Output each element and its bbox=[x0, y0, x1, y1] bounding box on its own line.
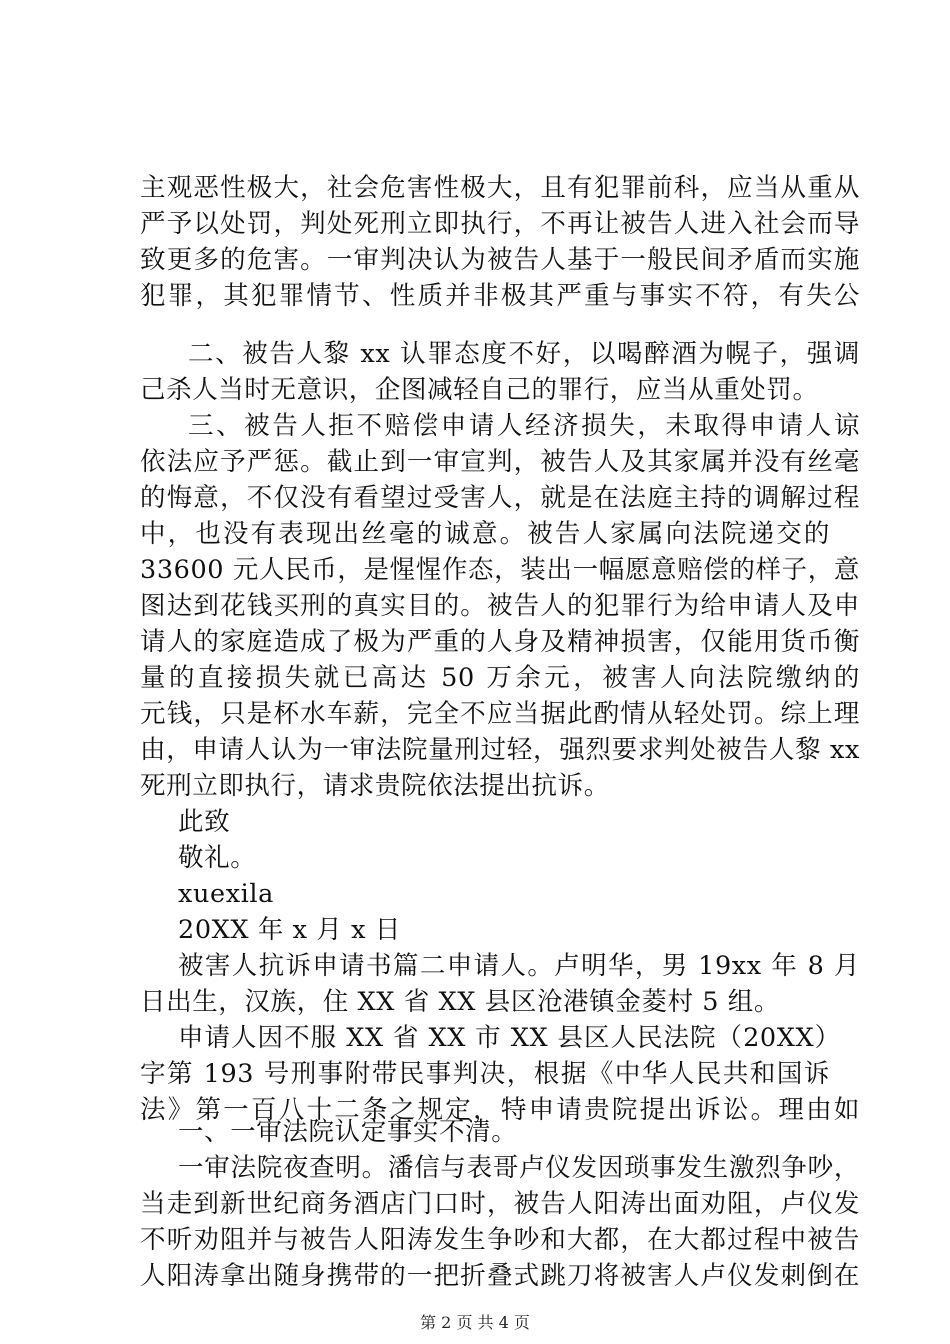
text-line: 己杀人当时无意识，企图减轻自己的罪行，应当从重处罚。 bbox=[140, 375, 819, 405]
text-line: 犯罪，其犯罪情节、性质并非极其严重与事实不符，有失公 bbox=[140, 281, 860, 311]
signature-name: xuexila bbox=[178, 879, 274, 909]
text-line: 人阳涛拿出随身携带的一把折叠式跳刀将被害人卢仪发刺倒在 bbox=[140, 1261, 860, 1291]
text-line: 法》第一百八十二条之规定，特申请贵院提出诉讼。理由如 bbox=[140, 1095, 860, 1125]
text-line: 主观恶性极大，社会危害性极大，且有犯罪前科，应当从重从 bbox=[140, 173, 860, 203]
text-line: 一审法院夜查明。潘信与表哥卢仪发因琐事发生激烈争吵， bbox=[178, 1153, 860, 1183]
text-line: 中，也没有表现出丝毫的诚意。被告人家属向法院递交的 bbox=[140, 519, 830, 549]
text-line: 量的直接损失就已高达 50 万余元，被害人向法院缴纳的 bbox=[140, 663, 860, 693]
text-line: 三、被告人拒不赔偿申请人经济损失，未取得申请人谅 bbox=[188, 411, 860, 441]
text-line: 由，申请人认为一审法院量刑过轻，强烈要求判处被告人黎 xx bbox=[140, 735, 860, 765]
text-line: 依法应予严惩。截止到一审宣判，被告人及其家属并没有丝毫 bbox=[140, 447, 860, 477]
text-line: 33600 元人民币，是惺惺作态，装出一幅愿意赔偿的样子，意 bbox=[140, 555, 860, 585]
page-footer: 第 2 页 共 4 页 bbox=[420, 1313, 530, 1332]
text-line: 字第 193 号刑事附带民事判决，根据《中华人民共和国诉 bbox=[140, 1059, 830, 1089]
section-heading: 一、一审法院认定事实不清。 bbox=[178, 1117, 518, 1147]
text-line: 被害人抗诉申请书篇二申请人。卢明华，男 19xx 年 8 月 bbox=[178, 951, 860, 981]
text-line: 请人的家庭造成了极为严重的人身及精神损害，仅能用货币衡 bbox=[140, 627, 860, 657]
text-line: 的悔意，不仅没有看望过受害人，就是在法庭主持的调解过程 bbox=[140, 483, 860, 513]
salutation: 此致 bbox=[178, 807, 231, 837]
text-line: 致更多的危害。一审判决认为被告人基于一般民间矛盾而实施 bbox=[140, 245, 860, 275]
text-line: 日出生，汉族，住 XX 省 XX 县区沧港镇金菱村 5 组。 bbox=[140, 987, 780, 1017]
date-line: 20XX 年 x 月 x 日 bbox=[178, 915, 401, 945]
text-line: 当走到新世纪商务酒店门口时，被告人阳涛出面劝阻，卢仪发 bbox=[140, 1189, 860, 1219]
text-line: 死刑立即执行，请求贵院依法提出抗诉。 bbox=[140, 771, 610, 801]
text-line: 严予以处罚，判处死刑立即执行，不再让被告人进入社会而导 bbox=[140, 209, 860, 239]
text-line: 元钱，只是杯水车薪，完全不应当据此酌情从轻处罚。综上理 bbox=[140, 699, 860, 729]
text-line: 申请人因不服 XX 省 XX 市 XX 县区人民法院（20XX） bbox=[178, 1023, 828, 1053]
text-line: 二、被告人黎 xx 认罪态度不好，以喝醉酒为幌子，强调 bbox=[188, 339, 860, 369]
text-line: 不听劝阻并与被告人阳涛发生争吵和大都，在大都过程中被告 bbox=[140, 1225, 860, 1255]
closing: 敬礼。 bbox=[178, 843, 257, 873]
text-line: 图达到花钱买刑的真实目的。被告人的犯罪行为给申请人及申 bbox=[140, 591, 860, 621]
